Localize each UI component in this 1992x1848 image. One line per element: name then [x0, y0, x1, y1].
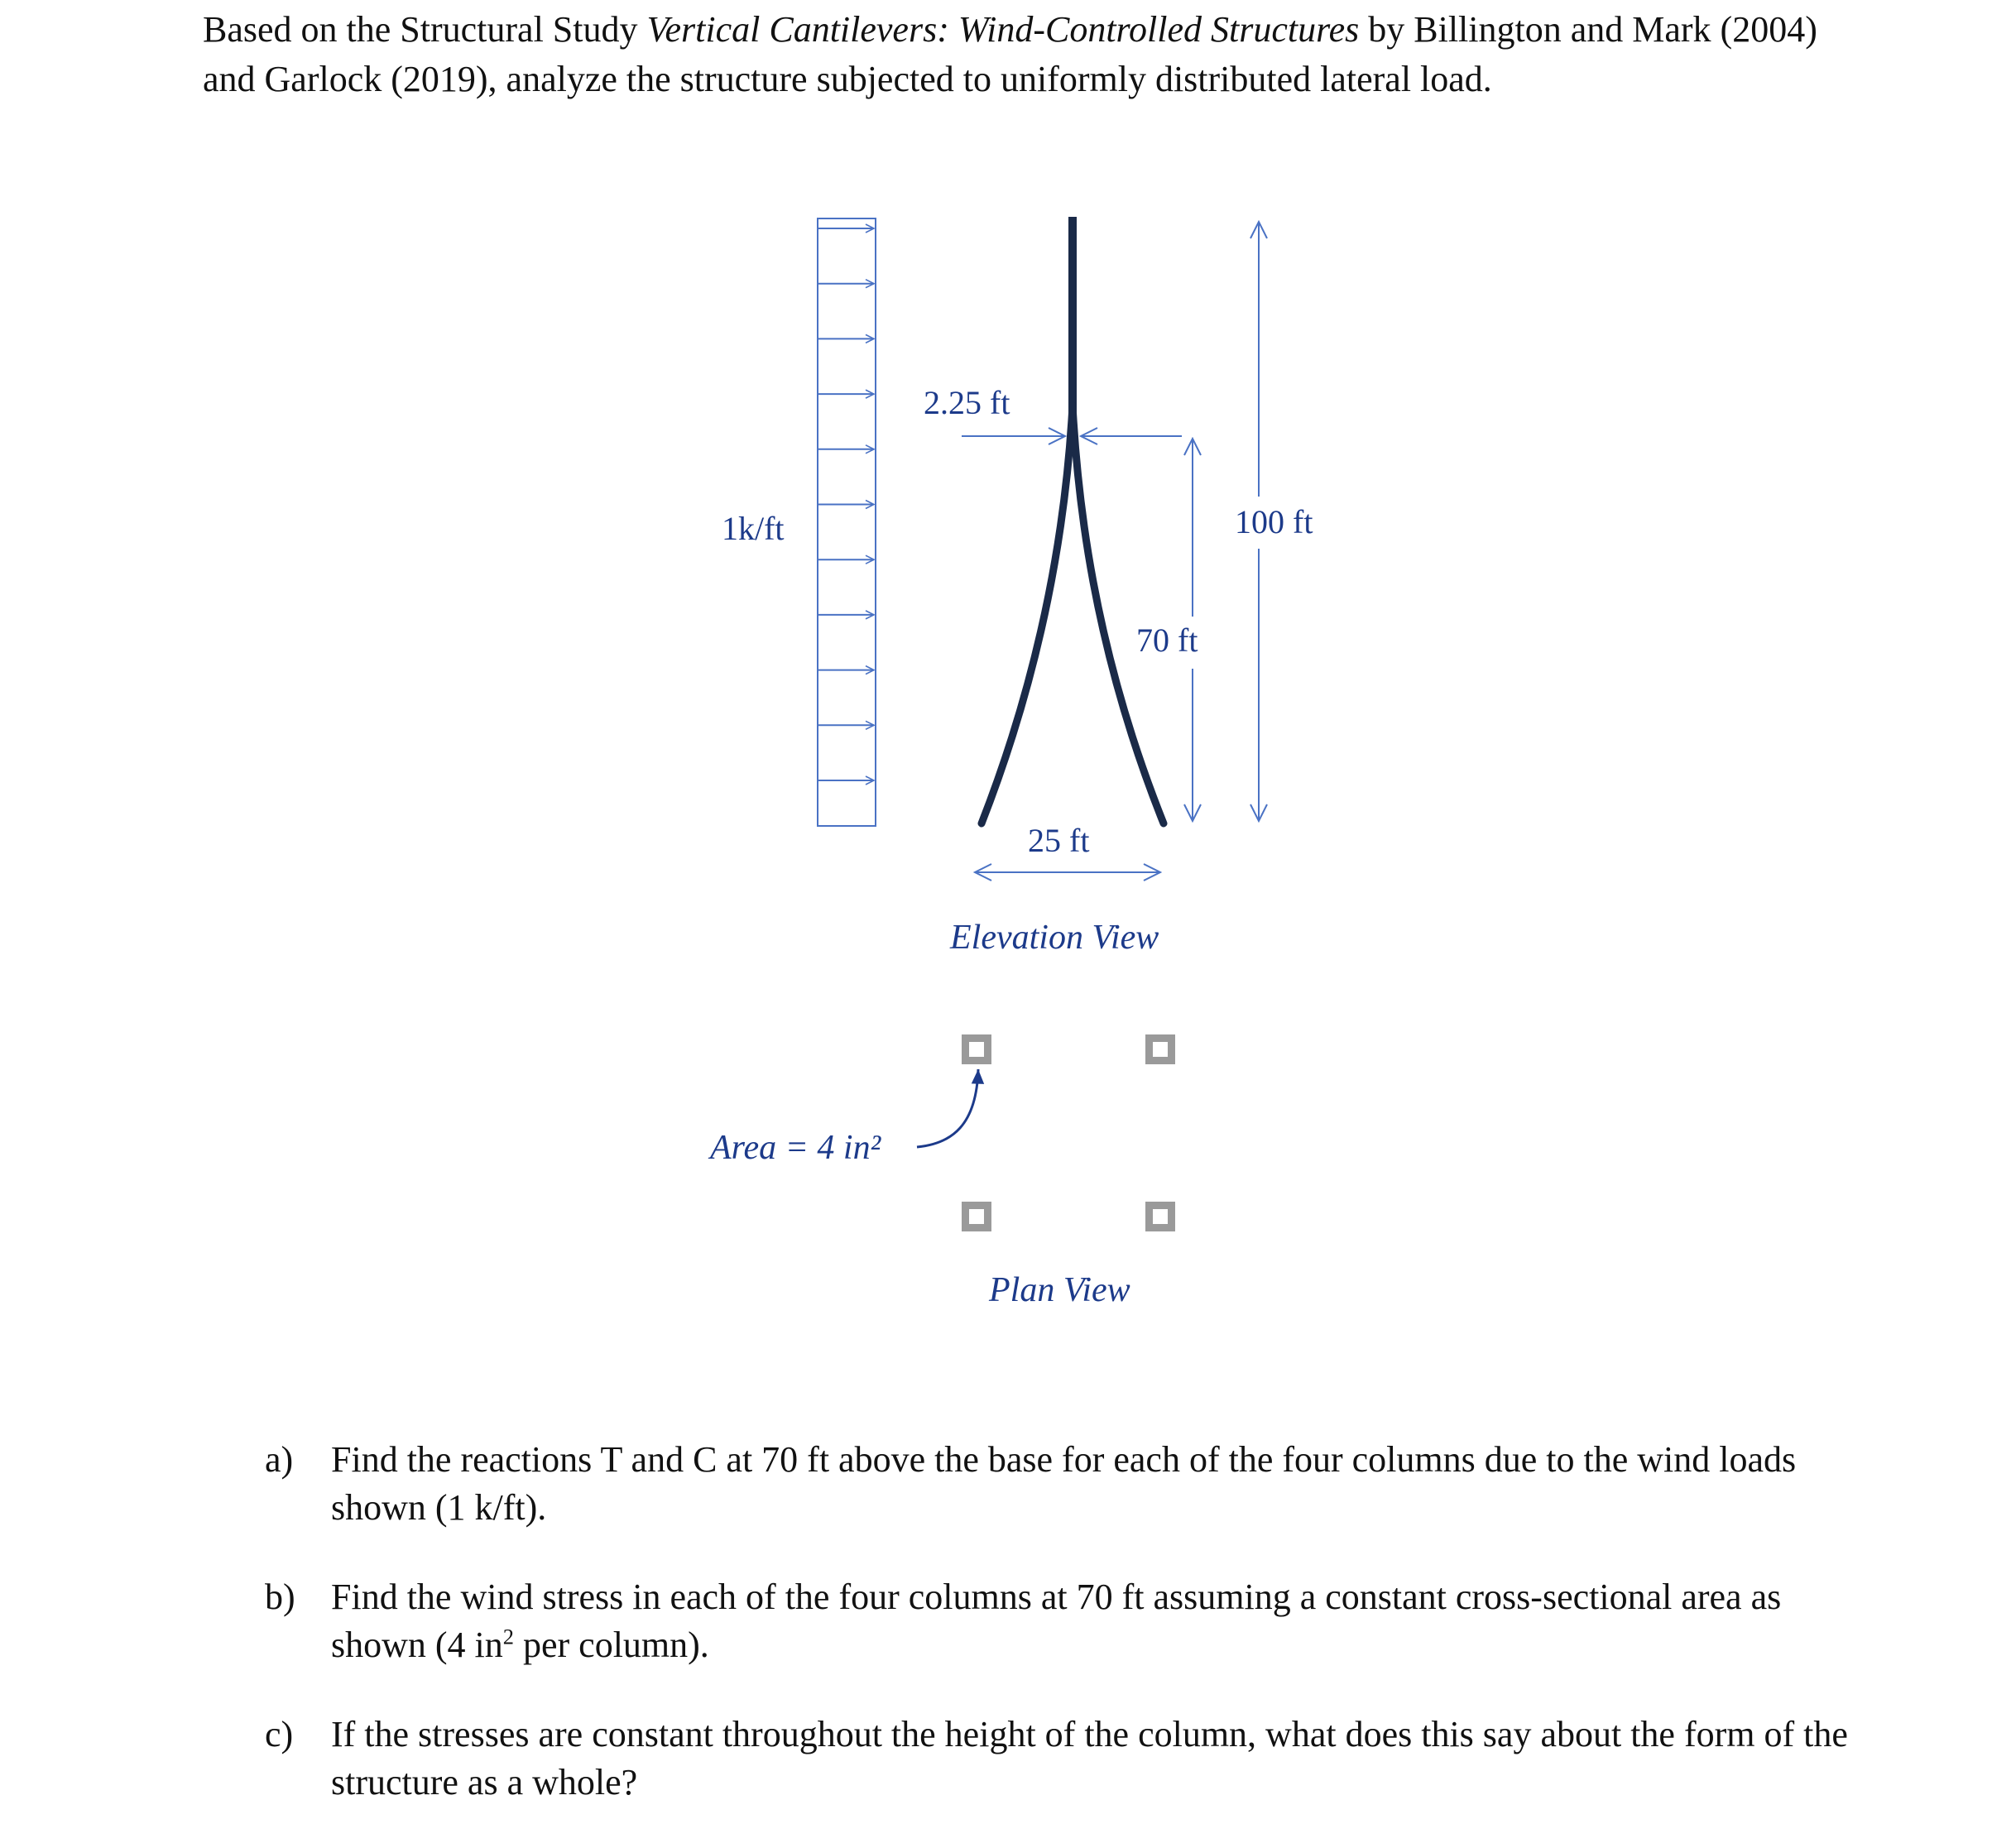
- area-pointer-arrow: [917, 1069, 978, 1147]
- load-box: [818, 218, 876, 826]
- question-c: [265, 1711, 1862, 1807]
- base-width-dimension: [975, 822, 1160, 872]
- intro-text-2: by Billington and Mark (2004) and Garlock (2019), analyze the structure subjected to uniformly distributed lateral load.: [203, 9, 1817, 99]
- question-c-label: c): [265, 1714, 294, 1754]
- question-a-text: Find the reactions T and C at 70 ft above the base for each of the four columns due to the wind loads shown (1 k/ft).: [331, 1439, 1797, 1528]
- distributed-load: [818, 218, 876, 826]
- column-square-bottom-right: [1145, 1202, 1175, 1231]
- height-70-dimension: [1136, 439, 1198, 821]
- tower-right-leg: [1073, 406, 1164, 823]
- question-a-label: a): [265, 1439, 294, 1480]
- load-arrows: [818, 228, 874, 780]
- height-100-dimension: [1235, 222, 1313, 821]
- column-square-top-left: [962, 1034, 991, 1064]
- base-width-label: 25 ft: [1028, 822, 1090, 859]
- study-title: Vertical Cantilevers: Wind-Controlled Structures: [646, 9, 1360, 50]
- tower-structure: [982, 217, 1164, 823]
- question-list: [265, 1436, 1862, 1848]
- question-a: [265, 1436, 1862, 1532]
- elevation-view-label: Elevation View: [950, 919, 1159, 957]
- question-c-text: If the stresses are constant throughout the height of the column, what does this say about the form of the structure as a whole?: [331, 1714, 1848, 1802]
- intro-text-1: Based on the Structural Study: [203, 9, 647, 50]
- plan-view-label: Plan View: [989, 1271, 1130, 1309]
- question-b-text-after: per column).: [513, 1625, 709, 1665]
- height-100-label: 100 ft: [1235, 503, 1313, 540]
- question-b: [265, 1573, 1862, 1669]
- top-width-label: 2.25 ft: [924, 384, 1010, 421]
- tower-left-leg: [982, 406, 1073, 823]
- height-70-label: 70 ft: [1136, 622, 1198, 659]
- top-width-dimension: [924, 384, 1182, 436]
- question-b-text-before: Find the wind stress in each of the four columns at 70 ft assuming a constant cross-sectional area as shown (4 in: [331, 1577, 1782, 1665]
- question-b-label: b): [265, 1577, 295, 1617]
- question-b-superscript: 2: [502, 1624, 514, 1649]
- column-square-top-right: [1145, 1034, 1175, 1064]
- load-label: 1k/ft: [722, 510, 785, 547]
- plan-columns: [962, 1034, 1175, 1231]
- area-label: Area = 4 in²: [710, 1129, 881, 1167]
- column-square-bottom-left: [962, 1202, 991, 1231]
